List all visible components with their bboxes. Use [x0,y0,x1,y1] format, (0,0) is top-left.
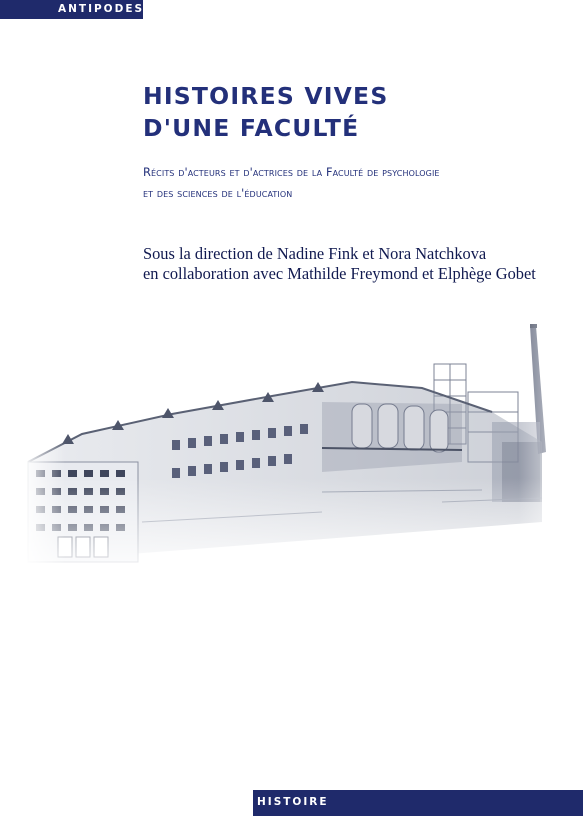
book-subtitle-line-2: et des sciences de l'éducation [143,186,293,200]
collection-band [253,790,583,816]
book-title-line-1: HISTOIRES VIVES [143,82,389,110]
book-subtitle [143,162,440,204]
book-title-line-2: D'UNE FACULTÉ [143,114,360,142]
editors-credit [143,244,536,284]
book-title [143,80,388,144]
editors-line-2: en collaboration avec Mathilde Freymond et Elphège Gobet [143,264,536,283]
series-band [0,0,143,19]
university-buildings-illustration [22,322,562,582]
collection-label: HISTOIRE [257,796,329,808]
series-label: ANTIPODES [58,3,145,15]
editors-line-1: Sous la direction de Nadine Fink et Nora Natchkova [143,244,487,263]
book-subtitle-line-1: Récits d'acteurs et d'actrices de la Faculté de psychologie [143,165,440,179]
